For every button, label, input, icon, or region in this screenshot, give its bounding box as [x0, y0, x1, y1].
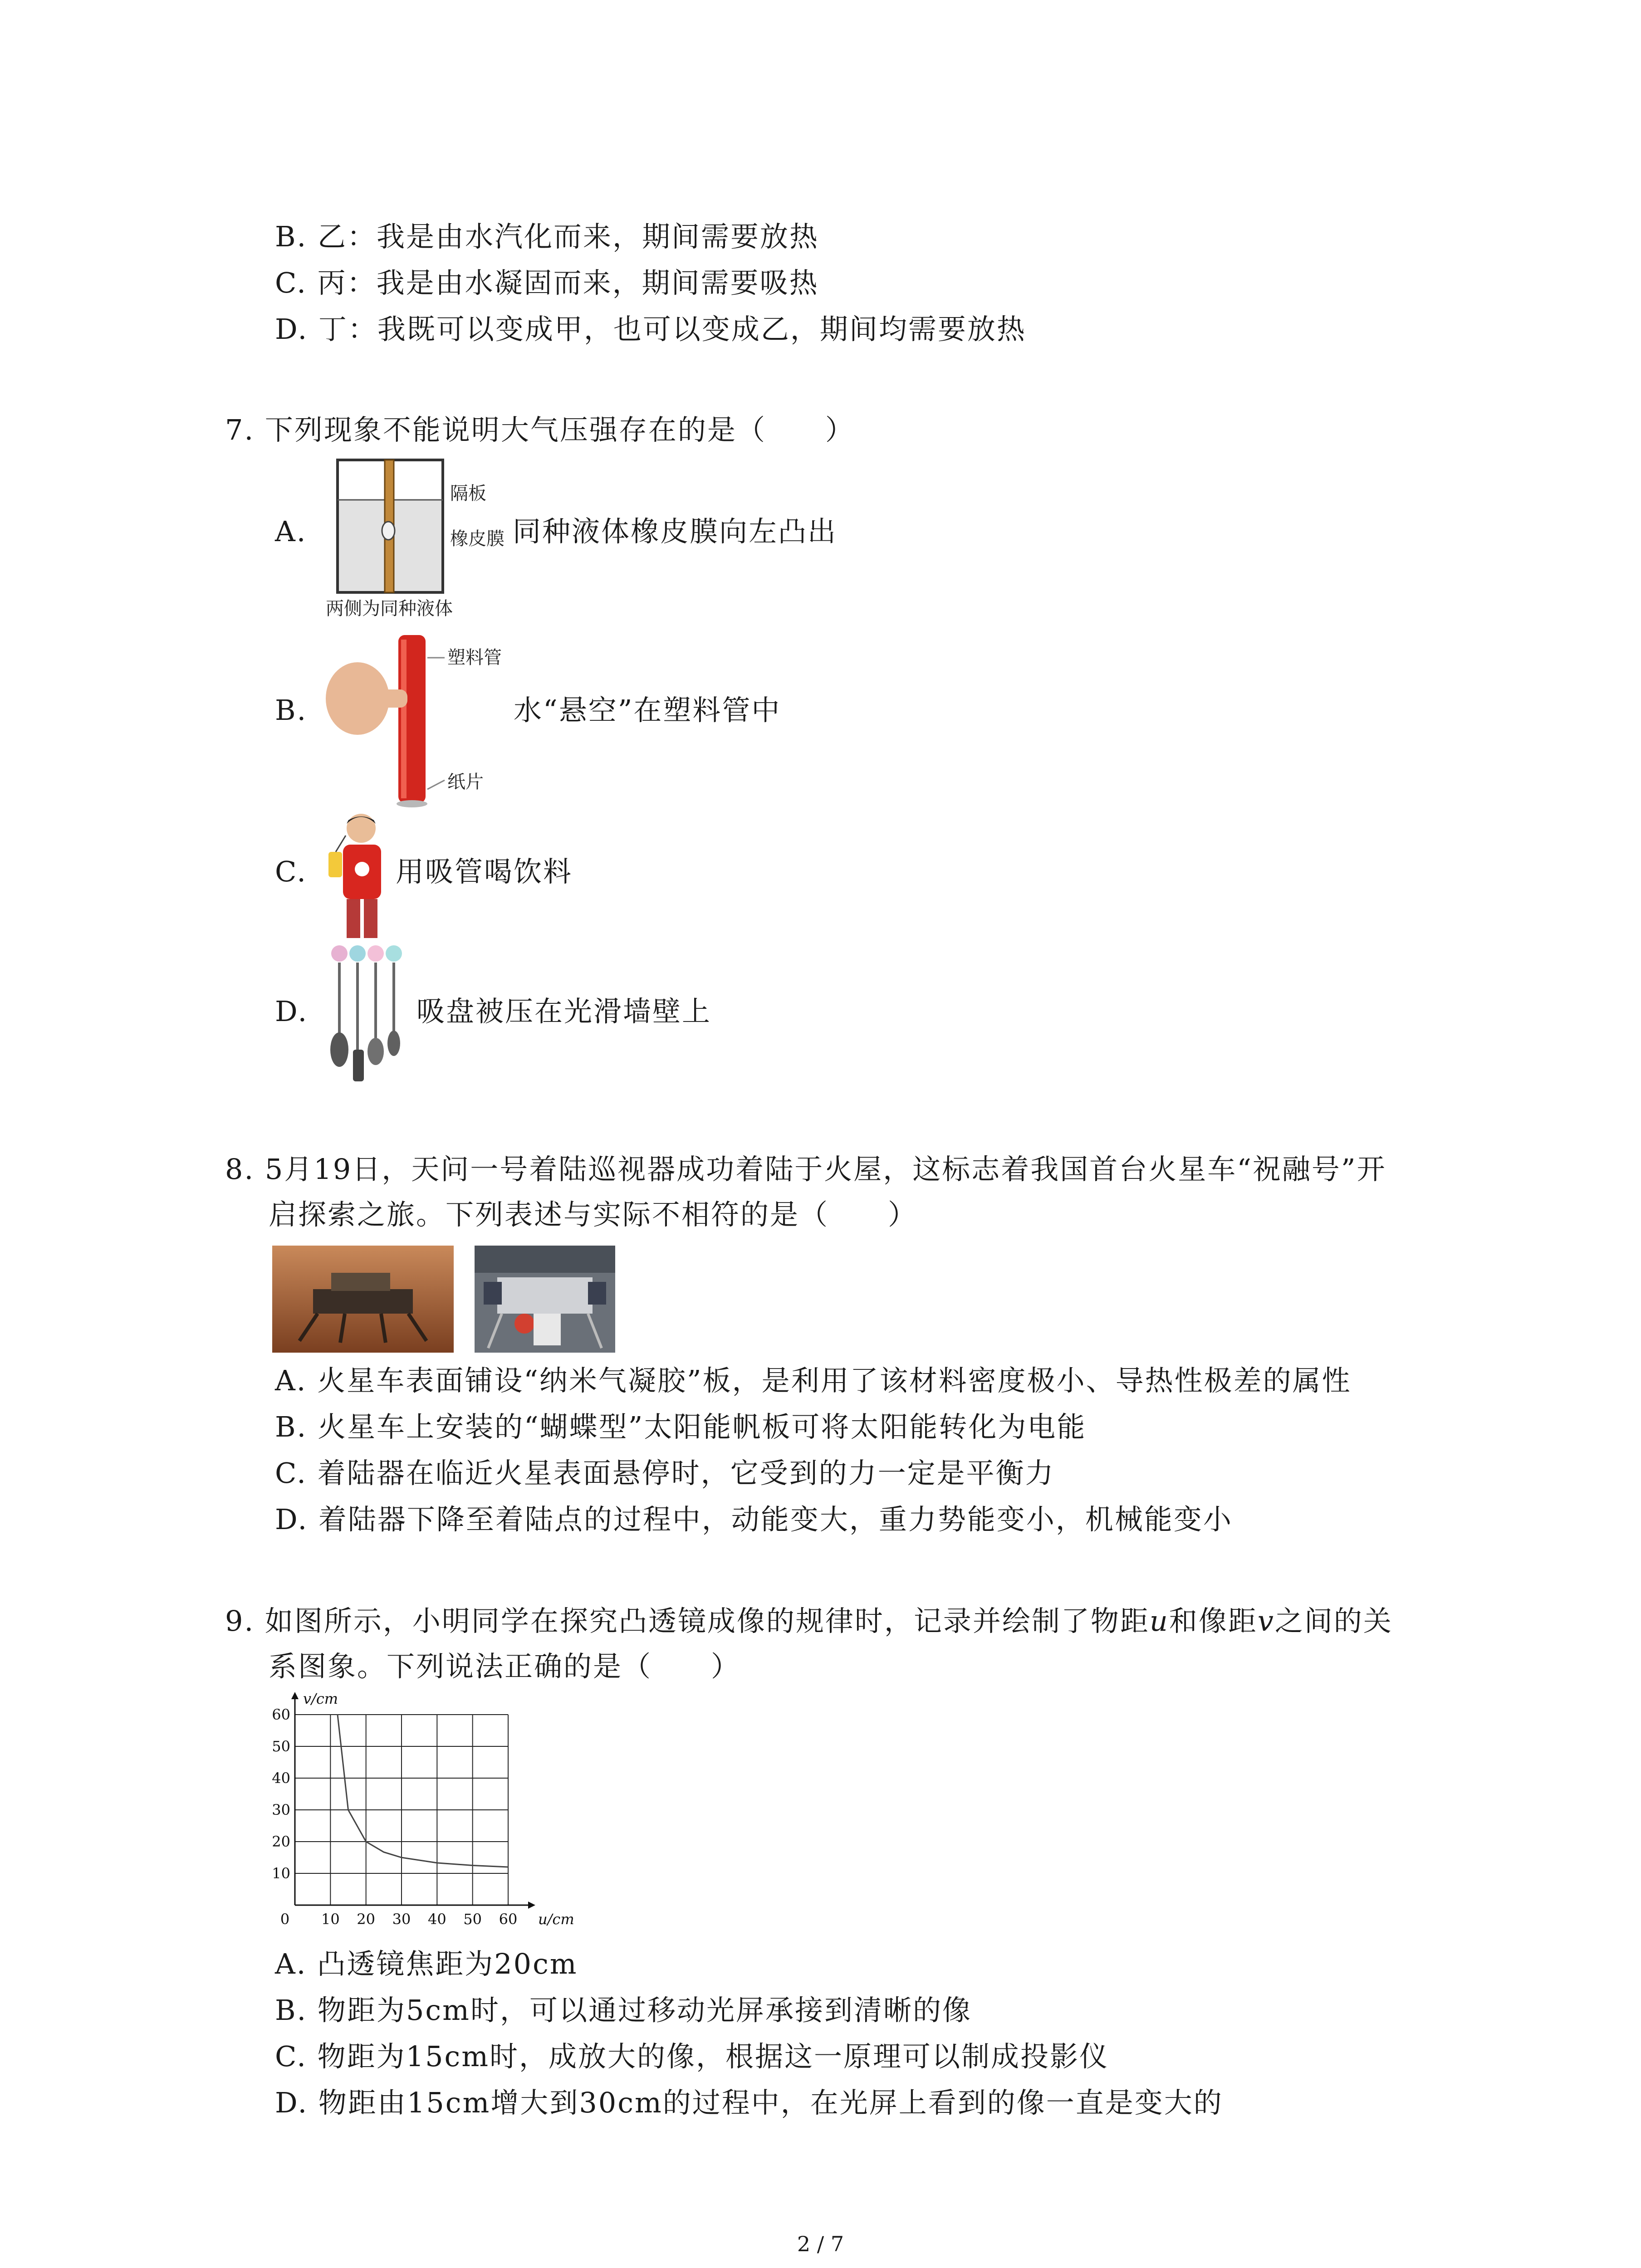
q7-option-b-label: B.	[275, 694, 308, 727]
q7-option-d-text: 吸盘被压在光滑墙壁上	[416, 995, 712, 1028]
plastic-tube-figure	[326, 626, 453, 816]
y-axis-label: v/cm	[303, 1692, 338, 1707]
q6-option-d: D. 丁：我既可以变成甲，也可以变成乙，期间均需要放热	[275, 313, 1026, 346]
y-tick-label: 60	[272, 1706, 290, 1723]
q7-stem: 7. 下列现象不能说明大气压强存在的是（ ）	[225, 413, 855, 446]
q6-option-b: B. 乙：我是由水汽化而来，期间需要放热	[275, 220, 819, 253]
q7-option-c-label: C.	[275, 855, 307, 888]
boy-drinking-figure	[318, 810, 390, 939]
x-tick-label: 60	[499, 1911, 518, 1928]
membrane-label: 橡皮膜	[450, 528, 505, 549]
y-tick-label: 30	[272, 1801, 290, 1818]
q8-stem-line2: 启探索之旅。下列表述与实际不相符的是（ ）	[269, 1198, 918, 1231]
q8-option-c: C. 着陆器在临近火星表面悬停时，它受到的力一定是平衡力	[275, 1457, 1055, 1490]
q8-option-b: B. 火星车上安装的“蝴蝶型”太阳能帆板可将太阳能转化为电能	[275, 1410, 1087, 1443]
x-axis-label: u/cm	[538, 1911, 574, 1928]
q8-option-d: D. 着陆器下降至着陆点的过程中，动能变大，重力势能变小，机械能变小	[275, 1503, 1233, 1536]
q9-var-v: v	[1257, 1604, 1275, 1637]
y-tick-label: 10	[272, 1865, 290, 1882]
q9-stem-part-a: 9. 如图所示，小明同学在探究凸透镜成像的规律时，记录并绘制了物距	[225, 1604, 1150, 1637]
q8-stem-line1: 8. 5月19日，天问一号着陆巡视器成功着陆于火屋，这标志着我国首台火星车“祝融号”开	[225, 1153, 1386, 1186]
x-tick-label: 10	[321, 1911, 340, 1928]
y-axis-arrow	[291, 1692, 299, 1699]
q9-stem-part-b: 和像距	[1169, 1604, 1258, 1637]
q7-option-a-label: A.	[275, 515, 307, 548]
x-axis-arrow	[528, 1901, 535, 1909]
x-tick-label: 40	[427, 1911, 446, 1928]
y-tick-label: 40	[272, 1769, 290, 1787]
page-number: 2 / 7	[797, 2232, 844, 2256]
q9-stem-part-c: 之间的关	[1274, 1604, 1393, 1637]
x-tick-label: 20	[357, 1911, 376, 1928]
q9-option-d: D. 物距由15cm增大到30cm的过程中，在光屏上看到的像一直是变大的	[275, 2086, 1223, 2119]
mars-lander-photo	[272, 1246, 454, 1353]
x-tick-label: 30	[392, 1911, 411, 1928]
mars-rover-photo	[475, 1246, 615, 1353]
tube-label: 塑料管	[447, 647, 502, 668]
q8-option-a: A. 火星车表面铺设“纳米气凝胶”板，是利用了该材料密度极小、导热性极差的属性	[275, 1364, 1352, 1397]
x-tick-label: 0	[280, 1911, 290, 1928]
y-tick-label: 20	[272, 1833, 290, 1850]
q9-stem-line2: 系图象。下列说法正确的是（ ）	[269, 1650, 741, 1683]
q7-option-d-label: D.	[275, 995, 309, 1028]
suction-hooks-figure	[326, 941, 407, 1086]
uv-curve	[334, 1692, 508, 1867]
container-partition-figure	[336, 458, 445, 594]
q9-var-u: u	[1149, 1604, 1169, 1637]
q9-option-a: A. 凸透镜焦距为20cm	[275, 1947, 578, 1980]
q6-option-c: C. 丙：我是由水凝固而来，期间需要吸热	[275, 266, 819, 299]
y-tick-label: 50	[272, 1738, 290, 1755]
card-label: 纸片	[447, 772, 484, 792]
q9-option-c: C. 物距为15cm时，成放大的像，根据这一原理可以制成投影仪	[275, 2040, 1109, 2073]
q7-option-a-text: 同种液体橡皮膜向左凸出	[513, 515, 838, 548]
q9-stem-line1	[225, 1603, 1393, 1639]
container-caption: 两侧为同种液体	[326, 598, 453, 619]
q7-option-c-text: 用吸管喝饮料	[396, 855, 573, 888]
q9-option-b: B. 物距为5cm时，可以通过移动光屏承接到清晰的像	[275, 1994, 972, 2027]
partition-label: 隔板	[450, 483, 486, 504]
uv-graph	[263, 1692, 581, 1928]
x-tick-label: 50	[463, 1911, 482, 1928]
q7-option-b-text: 水“悬空”在塑料管中	[514, 694, 781, 727]
